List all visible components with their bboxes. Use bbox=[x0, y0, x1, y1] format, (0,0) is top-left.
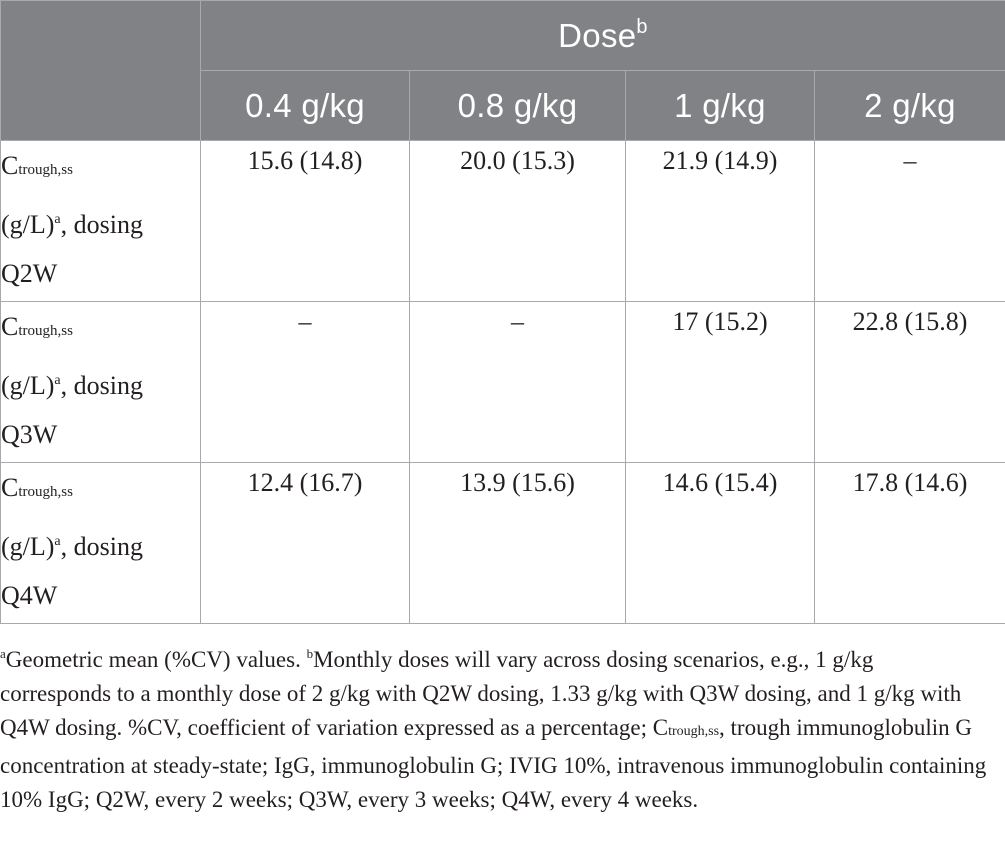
row-label-regimen: Q3W bbox=[1, 420, 58, 449]
dose-column-header: 0.8 g/kg bbox=[410, 71, 626, 141]
row-label-dosing: , dosing bbox=[60, 371, 143, 400]
row-label-symbol: C bbox=[1, 312, 19, 341]
row-label-unit: (g/L) bbox=[1, 371, 55, 400]
row-label-subscript: trough,ss bbox=[18, 162, 73, 178]
table-cell: 20.0 (15.3) bbox=[410, 141, 626, 302]
row-label-symbol: C bbox=[1, 151, 19, 180]
row-label-footnote-marker: a bbox=[54, 212, 61, 227]
table-cell: 21.9 (14.9) bbox=[626, 141, 815, 302]
dose-column-header: 0.4 g/kg bbox=[201, 71, 410, 141]
row-label-unit: (g/L) bbox=[1, 210, 55, 239]
table-cell: 14.6 (15.4) bbox=[626, 463, 815, 624]
footnote-marker-b: b bbox=[306, 646, 314, 661]
table-cell: 15.6 (14.8) bbox=[201, 141, 410, 302]
dose-group-label: Dose bbox=[558, 17, 637, 54]
table-cell: – bbox=[201, 302, 410, 463]
table-cell: 12.4 (16.7) bbox=[201, 463, 410, 624]
row-label bbox=[1, 302, 201, 463]
dose-group-header bbox=[201, 1, 1005, 71]
table-cell: 13.9 (15.6) bbox=[410, 463, 626, 624]
row-label bbox=[1, 463, 201, 624]
dose-column-header: 2 g/kg bbox=[815, 71, 1005, 141]
footnote-abbreviations: , trough immunoglobulin G concentration at steady-state; IgG, immunoglobulin G; IVIG 10%, intravenous immunoglobulin containing 10% IgG; Q2W, every 2 weeks; Q3W, every 3 weeks; Q4W, every 4 weeks. bbox=[0, 715, 987, 812]
footnote-b-text: Monthly doses will vary across dosing scenarios, e.g., 1 g/kg corresponds to a monthly dose of 2 g/kg with Q2W dosing, 1.33 g/kg with Q3W dosing, and 1 g/kg with Q4W dosing. %CV, coefficient of variation expressed as a percentage; bbox=[0, 647, 962, 740]
table-cell: 22.8 (15.8) bbox=[815, 302, 1005, 463]
row-label-footnote-marker: a bbox=[54, 534, 61, 549]
row-label-subscript: trough,ss bbox=[18, 484, 73, 500]
table-footnote bbox=[0, 637, 990, 817]
table-cell: – bbox=[815, 141, 1005, 302]
table-row bbox=[1, 463, 1005, 624]
table-cell: – bbox=[410, 302, 626, 463]
dose-group-footnote-marker: b bbox=[636, 16, 648, 38]
dose-column-header: 1 g/kg bbox=[626, 71, 815, 141]
table-row bbox=[1, 302, 1005, 463]
footnote-a-text: Geometric mean (%CV) values. bbox=[5, 647, 307, 672]
header-corner-cell bbox=[1, 1, 201, 141]
table-cell: 17 (15.2) bbox=[626, 302, 815, 463]
row-label-footnote-marker: a bbox=[54, 373, 61, 388]
row-label-subscript: trough,ss bbox=[18, 323, 73, 339]
row-label bbox=[1, 141, 201, 302]
table-cell: 17.8 (14.6) bbox=[815, 463, 1005, 624]
footnote-c-subscript: trough,ss bbox=[668, 724, 720, 739]
table-row bbox=[1, 141, 1005, 302]
row-label-dosing: , dosing bbox=[60, 210, 143, 239]
row-label-unit: (g/L) bbox=[1, 532, 55, 561]
row-label-symbol: C bbox=[1, 473, 19, 502]
row-label-dosing: , dosing bbox=[60, 532, 143, 561]
footnote-c-symbol: C bbox=[652, 715, 669, 740]
row-label-regimen: Q2W bbox=[1, 259, 58, 288]
footnote-marker-a: a bbox=[0, 646, 6, 661]
row-label-regimen: Q4W bbox=[1, 581, 58, 610]
